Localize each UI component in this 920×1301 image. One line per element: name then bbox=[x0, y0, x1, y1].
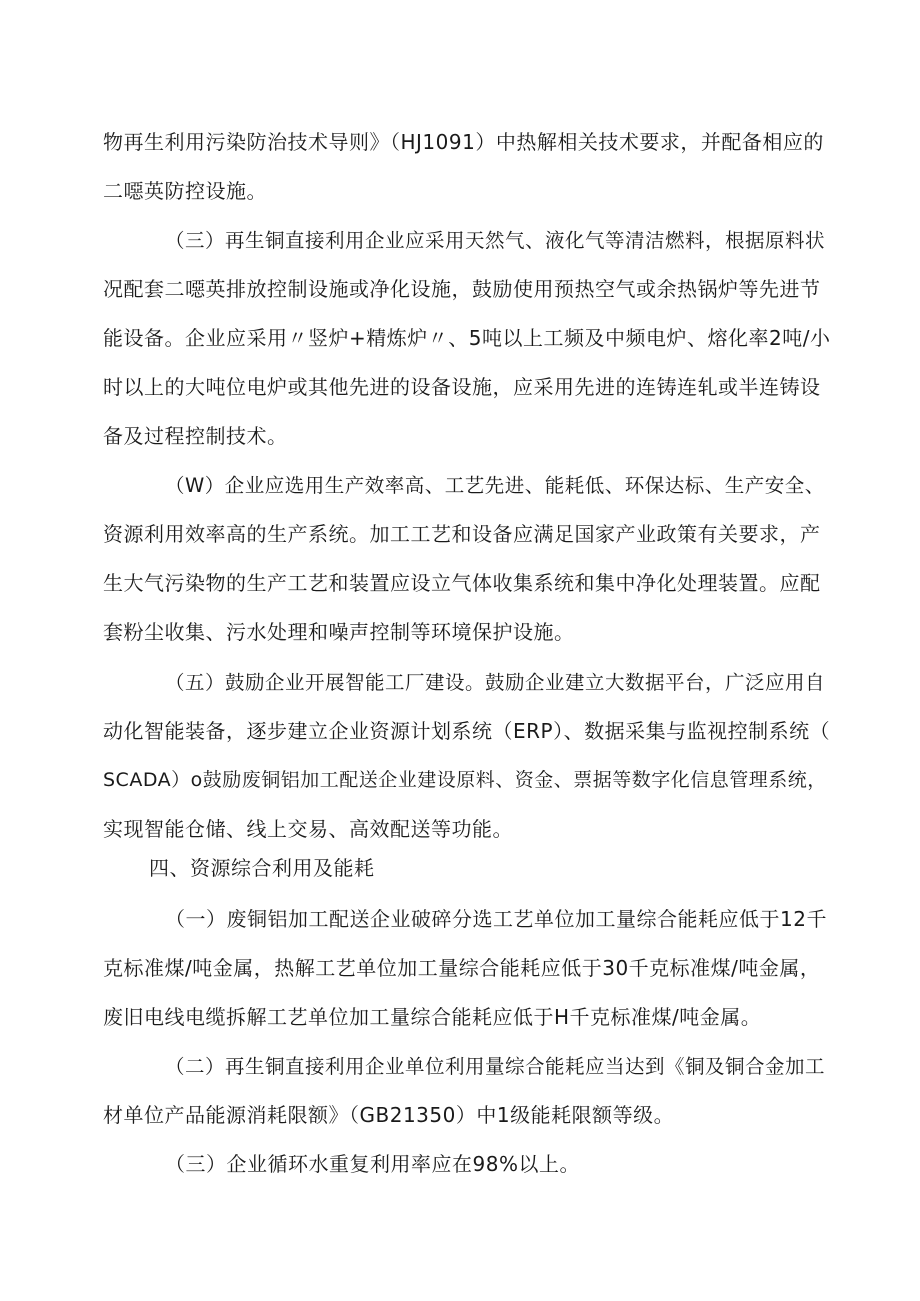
text-line: 废旧电线电缆拆解工艺单位加工量综合能耗应低于H千克标准煤/吨金属。 bbox=[103, 1005, 762, 1029]
paragraph-item-3-water-reuse bbox=[0, 1140, 920, 1189]
text-line: 材单位产品能源消耗限额》（GB21350）中1级能耗限额等级。 bbox=[103, 1103, 675, 1127]
text-line: 时以上的大吨位电炉或其他先进的设备设施，应采用先进的连铸连轧或半连铸设 bbox=[103, 375, 821, 399]
paragraph-item-5-smart-factory bbox=[0, 658, 920, 854]
paragraph-item-4-production-system bbox=[0, 461, 920, 657]
text-line: 能设备。企业应采用〃竖炉+精炼炉〃、5吨以上工频及中频电炉、熔化率2吨/小 bbox=[103, 326, 831, 350]
text-line: 生大气污染物的生产工艺和装置应设立气体收集系统和集中净化处理装置。应配 bbox=[103, 571, 821, 595]
paragraph-item-1-energy-consumption bbox=[0, 895, 920, 1042]
text-line: 二噁英防控设施。 bbox=[103, 179, 267, 203]
text-line: （三）再生铜直接利用企业应采用天然气、液化气等清洁燃料，根据原料状 bbox=[165, 229, 826, 252]
section-heading-resource-energy bbox=[0, 844, 920, 893]
text-line: 资源利用效率高的生产系统。加工工艺和设备应满足国家产业政策有关要求，产 bbox=[103, 522, 821, 546]
paragraph-item-2-copper-energy-limit bbox=[0, 1042, 920, 1140]
text-line: 物再生利用污染防治技术导则》（HJ1091）中热解相关技术要求，并配备相应的 bbox=[103, 130, 824, 154]
text-line: 套粉尘收集、污水处理和噪声控制等环境保护设施。 bbox=[103, 620, 575, 644]
text-line: 动化智能装备，逐步建立企业资源计划系统（ERP）、数据采集与监视控制系统（ bbox=[103, 719, 831, 743]
text-line: 四、资源综合利用及能耗 bbox=[149, 856, 375, 880]
text-line: （五）鼓励企业开展智能工厂建设。鼓励企业建立大数据平台，广泛应用自 bbox=[165, 671, 826, 694]
paragraph-item-3-copper-fuel bbox=[0, 216, 920, 461]
text-line: （三）企业循环水重复利用率应在98%以上。 bbox=[165, 1152, 580, 1176]
text-line: 实现智能仓储、线上交易、高效配送等功能。 bbox=[103, 817, 513, 841]
text-line: （一）废铜铝加工配送企业破碎分选工艺单位加工量综合能耗应低于12千 bbox=[165, 907, 827, 931]
text-line: 备及过程控制技术。 bbox=[103, 424, 288, 448]
text-line: SCADA）o鼓励废铜铝加工配送企业建设原料、资金、票据等数字化信息管理系统， bbox=[103, 769, 827, 791]
text-line: 况配套二噁英排放控制设施或净化设施，鼓励使用预热空气或余热锅炉等先进节 bbox=[103, 277, 821, 301]
text-line: 克标准煤/吨金属，热解工艺单位加工量综合能耗应低于30千克标准煤/吨金属， bbox=[103, 956, 821, 980]
text-line: （二）再生铜直接利用企业单位利用量综合能耗应当达到《铜及铜合金加工 bbox=[165, 1055, 826, 1078]
text-line: （W）企业应选用生产效率高、工艺先进、能耗低、环保达标、生产安全、 bbox=[165, 474, 825, 497]
paragraph-continuation-hj1091 bbox=[0, 118, 920, 216]
